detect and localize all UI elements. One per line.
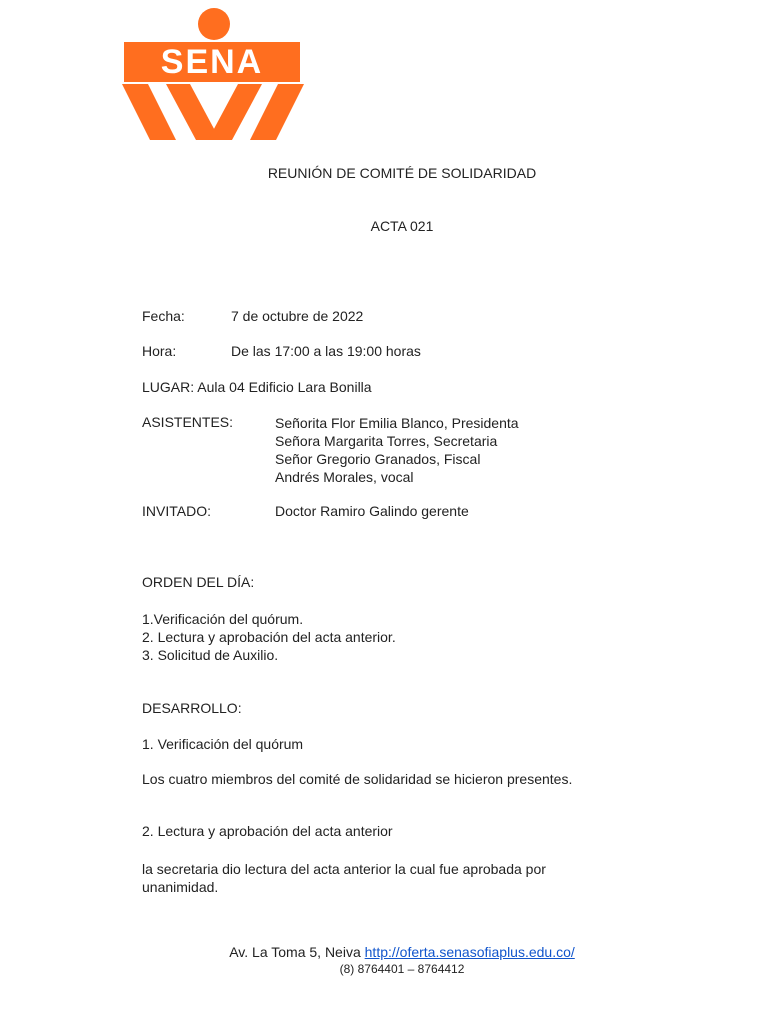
desarrollo-item2-text-line: la secretaria dio lectura del acta anterior la cual fue aprobada por: [142, 861, 546, 877]
acta-number: ACTA 021: [370, 218, 434, 234]
desarrollo-item2-text-line: unanimidad.: [142, 879, 219, 895]
document-title: REUNIÓN DE COMITÉ DE SOLIDARIDAD: [267, 165, 537, 181]
fecha-label: Fecha:: [142, 308, 185, 324]
hora-label: Hora:: [142, 343, 177, 359]
asistente-item: Señora Margarita Torres, Secretaria: [275, 433, 498, 449]
footer-url-link[interactable]: http://oferta.senasofiaplus.edu.co/: [364, 944, 575, 960]
fecha-value: 7 de octubre de 2022: [231, 308, 364, 324]
lugar-line: LUGAR: Aula 04 Edificio Lara Bonilla: [142, 379, 372, 395]
desarrollo-item1-title: 1. Verificación del quórum: [142, 736, 304, 752]
logo-head-circle: [198, 8, 230, 40]
asistente-item: Señorita Flor Emilia Blanco, Presidenta: [275, 415, 519, 431]
orden-heading: ORDEN DEL DÍA:: [142, 574, 255, 590]
footer-address: Av. La Toma 5, Neiva: [229, 944, 361, 960]
asistente-item: Andrés Morales, vocal: [275, 469, 414, 485]
hora-value: De las 17:00 a las 19:00 horas: [231, 343, 421, 359]
orden-item: 3. Solicitud de Auxilio.: [142, 647, 279, 663]
asistente-item: Señor Gregorio Granados, Fiscal: [275, 451, 481, 467]
sena-logo: [122, 4, 304, 142]
desarrollo-item2-text: [142, 860, 546, 896]
logo-left-inner-leg: [166, 84, 220, 140]
orden-item: 1.Verificación del quórum.: [142, 611, 304, 627]
orden-item: 2. Lectura y aprobación del acta anterior.: [142, 629, 396, 645]
asistentes-list: [275, 414, 519, 486]
footer-address-line: [0, 944, 768, 960]
logo-text: SENA: [160, 43, 264, 81]
asistentes-label: ASISTENTES:: [142, 414, 234, 430]
invitado-value: Doctor Ramiro Galindo gerente: [275, 503, 469, 519]
footer-phone: (8) 8764401 – 8764412: [339, 962, 465, 976]
invitado-label: INVITADO:: [142, 503, 211, 519]
logo-left-arm: [122, 84, 176, 140]
desarrollo-item2-title: 2. Lectura y aprobación del acta anterior: [142, 823, 393, 839]
logo-right-inner-leg: [208, 84, 262, 140]
logo-right-arm: [250, 84, 304, 140]
orden-list: [142, 610, 396, 664]
desarrollo-heading: DESARROLLO:: [142, 700, 242, 716]
desarrollo-item1-text: Los cuatro miembros del comité de solidaridad se hicieron presentes.: [142, 771, 573, 787]
